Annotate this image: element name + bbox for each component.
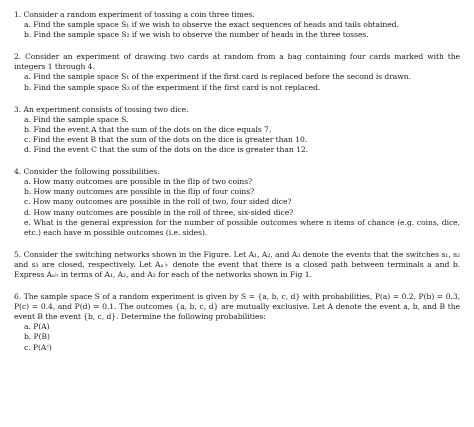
problem-3-item-d: d. Find the event C that the sum of the dots on the dice is greater than 12. [24, 145, 308, 155]
problem-4-item-d: d. How many outcomes are possible in the roll of three, six-sided dice? [24, 207, 294, 217]
problem-4 [14, 167, 460, 238]
problem-4-item-c: c. How many outcomes are possible in the roll of two, four sided dice? [24, 197, 292, 207]
problem-5-text: 5. Consider the switching networks shown in the Figure. Let A₁, A₂, and A₃ denote the events that the switches s₁, s₂ and s₃ are closed, respectively. Let Aₐ♭ denote the event that there is a closed path between terminals a and b. Express Aₐ♭ in terms of A₁, A₂, and A₃ for each of the networks shown in Fig 1. [14, 249, 460, 279]
problem-1-item-a: a. Find the sample space S₁ if we wish to observe the exact sequences of heads and tails obtained. [24, 20, 399, 30]
problem-1 [14, 10, 460, 40]
problem-3 [14, 105, 460, 155]
problem-6-item-c: c. P(Aᶜ) [24, 342, 52, 352]
problem-3-heading: 3. An experiment consists of tossing two dice. [14, 104, 189, 114]
problem-4-heading: 4. Consider the following possibilities. [14, 167, 160, 177]
problem-4-item-e: e. What is the general expression for the number of possible outcomes where n items of chance (e.g. coins, dice, etc.) each have m possible outcomes (i.e. sides). [24, 217, 460, 237]
problem-2-item-a: a. Find the sample space S₁ of the experiment if the first card is replaced before the second is drawn. [24, 72, 411, 82]
problem-6-text: 6. The sample space S of a random experiment is given by S = {a, b, c, d} with probabilities, P(a) = 0.2, P(b) = 0.3, P(c) = 0.4, and P(d) = 0.1. The outcomes {a, b, c, d} are mutually exclusive. Let A denote the event a, b, and B the event B the event {b, c, d}. Determine the following probabilities: [14, 292, 460, 322]
problem-3-item-a: a. Find the sample space S. [24, 114, 129, 124]
problem-3-item-b: b. Find the event A that the sum of the dots on the dice equals 7. [24, 124, 272, 134]
problem-6-item-b: b. P(B) [24, 332, 50, 342]
problem-2-heading: 2. Consider an experiment of drawing two cards at random from a bag containing four cards marked with the integers 1 through 4. [14, 52, 460, 72]
problem-5 [14, 250, 460, 280]
problem-4-item-b: b. How many outcomes are possible in the flip of four coins? [24, 187, 255, 197]
problem-2 [14, 52, 460, 92]
problem-2-item-b: b. Find the sample space S₂ of the experiment if the first card is not replaced. [24, 82, 321, 92]
problem-4-item-a: a. How many outcomes are possible in the flip of two coins? [24, 177, 253, 187]
problem-1-item-b: b. Find the sample space S₂ if we wish to observe the number of heads in the three tosses. [24, 30, 369, 40]
problem-6-item-a: a. P(A) [24, 322, 50, 332]
problem-6 [14, 292, 460, 353]
problem-3-item-c: c. Find the event B that the sum of the dots on the dice is greater than 10. [24, 134, 308, 144]
problem-1-heading: 1. Consider a random experiment of tossing a coin three times. [14, 10, 255, 19]
